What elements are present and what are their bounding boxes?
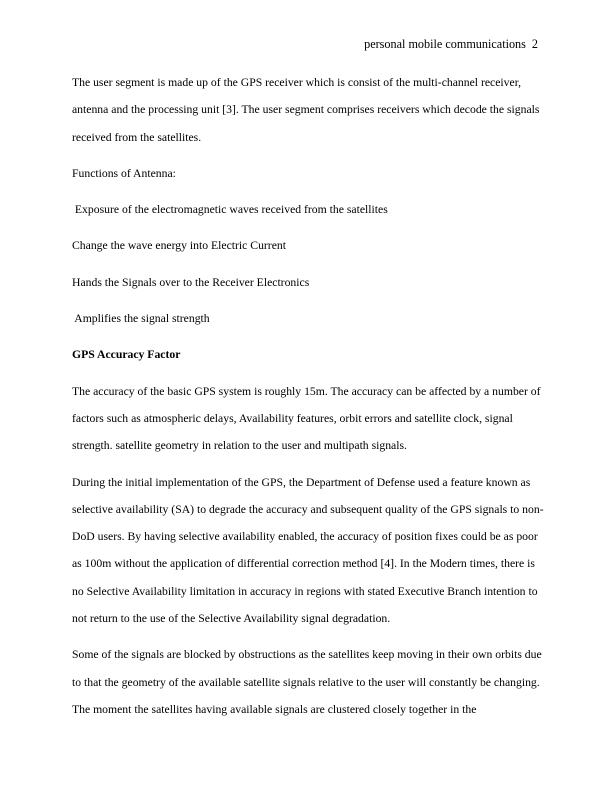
section-heading: GPS Accuracy Factor — [72, 348, 181, 362]
paragraph-user-segment: The user segment is made up of the GPS receiver which is consist of the multi-channel receiver, antenna and the processing unit [3]. The user segment comprises receivers which decode the signals received from the satellites. — [72, 76, 540, 144]
function-item: Exposure of the electromagnetic waves received from the satellites — [72, 203, 388, 217]
paragraph-selective-availability: During the initial implementation of the GPS, the Department of Defense used a feature known as selective availability (SA) to degrade the accuracy and subsequent quality of the GPS signals to non-DoD users. By having selective availability enabled, the accuracy of position fixes could be as poor as 100m without the application of differential correction method [4]. In the Modern times, there is no Selective Availability limitation in accuracy in regions with stated Executive Branch intention to not return to the use of the Selective Availability signal degradation. — [72, 475, 544, 626]
function-item: Hands the Signals over to the Receiver Electronics — [72, 275, 310, 289]
function-item: Change the wave energy into Electric Current — [72, 239, 286, 253]
function-item: Amplifies the signal strength — [72, 312, 210, 326]
page-header — [364, 36, 538, 52]
page-number: 2 — [531, 37, 538, 51]
running-title: personal mobile communications — [364, 37, 526, 51]
document-body — [72, 69, 546, 723]
functions-heading: Functions of Antenna: — [72, 166, 176, 180]
paragraph-accuracy: The accuracy of the basic GPS system is roughly 15m. The accuracy can be affected by a number of factors such as atmospheric delays, Availability features, orbit errors and satellite clock, signal strength. satellite geometry in relation to the user and multipath signals. — [72, 384, 541, 453]
paragraph-geometry: Some of the signals are blocked by obstructions as the satellites keep moving in their own orbits due to that the geometry of the available satellite signals relative to the user will constantly be changing. The moment the satellites having available signals are clustered closely together in the — [72, 648, 542, 716]
